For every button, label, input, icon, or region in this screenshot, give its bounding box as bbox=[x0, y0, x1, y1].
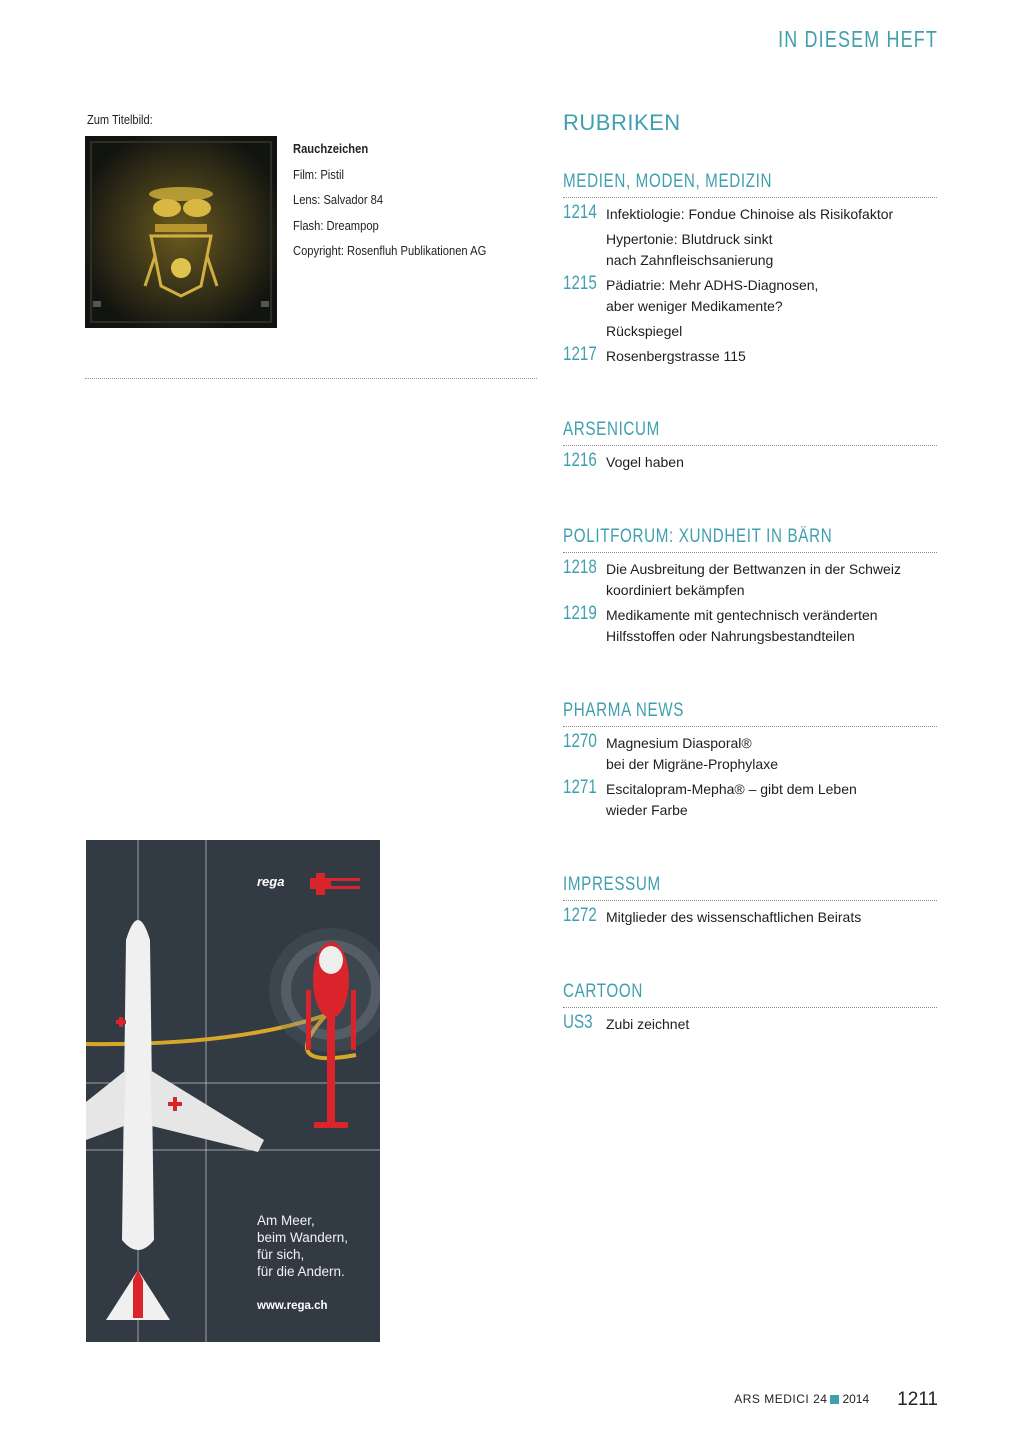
toc-entry[interactable] bbox=[563, 1014, 937, 1035]
page-number: 1218 bbox=[563, 557, 597, 578]
cover-label: Zum Titelbild: bbox=[87, 112, 153, 127]
section-title: ARSENICUM bbox=[563, 419, 660, 440]
cover-lens: Lens: Salvador 84 bbox=[293, 192, 384, 207]
tagline-line-1: Am Meer, bbox=[257, 1213, 315, 1228]
footer-page-number: 1211 bbox=[897, 1389, 938, 1410]
toc-section-pharma bbox=[563, 698, 937, 825]
entry-text: Escitalopram-Mepha® – gibt dem Leben bbox=[606, 781, 857, 797]
toc-section-impressum bbox=[563, 872, 937, 932]
square-bullet-icon bbox=[830, 1395, 839, 1404]
section-rule bbox=[563, 900, 937, 901]
rega-tagline bbox=[257, 1212, 348, 1280]
section-title: MEDIEN, MODEN, MEDIZIN bbox=[563, 171, 773, 192]
entry-text: Mitglieder des wissenschaftlichen Beirats bbox=[606, 909, 862, 925]
toc-section-arsenicum bbox=[563, 417, 937, 477]
entry-text: aber weniger Medikamente? bbox=[606, 298, 783, 314]
entry-text: Hilfsstoffen oder Nahrungsbestandteilen bbox=[606, 628, 855, 644]
entry-text: bei der Migräne-Prophylaxe bbox=[606, 756, 778, 772]
page-number: 1219 bbox=[563, 603, 597, 624]
page-footer bbox=[734, 1389, 938, 1411]
rega-advertisement bbox=[86, 840, 380, 1342]
page-number: 1272 bbox=[563, 905, 597, 926]
footer-journal: ARS MEDICI 24 bbox=[734, 1392, 828, 1406]
page-number: 1271 bbox=[563, 777, 597, 798]
entry-text: Pädiatrie: Mehr ADHS-Diagnosen, bbox=[606, 277, 819, 293]
toc-entry[interactable] bbox=[563, 605, 937, 647]
entry-text: Zubi zeichnet bbox=[606, 1016, 690, 1032]
rega-logo-text: rega bbox=[257, 874, 285, 889]
page-number: 1215 bbox=[563, 273, 597, 294]
toc-entry[interactable] bbox=[563, 204, 937, 225]
toc-entry[interactable] bbox=[563, 559, 937, 601]
cover-details bbox=[293, 136, 542, 264]
entry-text: nach Zahnfleischsanierung bbox=[606, 252, 774, 268]
toc-entry[interactable] bbox=[563, 452, 937, 473]
cover-image bbox=[85, 136, 277, 328]
footer-year: 2014 bbox=[842, 1392, 870, 1406]
toc-entry[interactable] bbox=[563, 321, 937, 342]
section-rule bbox=[563, 552, 937, 553]
toc-heading: RUBRIKEN bbox=[563, 110, 681, 135]
section-title: PHARMA NEWS bbox=[563, 700, 685, 721]
entry-text: Vogel haben bbox=[606, 454, 684, 470]
toc-section-politforum bbox=[563, 524, 937, 651]
toc-entry[interactable] bbox=[563, 346, 937, 367]
rega-cross-icon bbox=[310, 873, 360, 895]
entry-text: Medikamente mit gentechnisch veränderten bbox=[606, 607, 878, 623]
entry-text: wieder Farbe bbox=[606, 802, 688, 818]
toc-entry[interactable] bbox=[563, 907, 937, 928]
page-header-title: IN DIESEM HEFT bbox=[778, 26, 938, 52]
section-title: IMPRESSUM bbox=[563, 874, 661, 895]
tagline-line-4: für die Andern. bbox=[257, 1264, 345, 1279]
tagline-line-2: beim Wandern, bbox=[257, 1230, 349, 1245]
left-divider bbox=[85, 378, 537, 379]
entry-text: Rosenbergstrasse 115 bbox=[606, 348, 746, 364]
page-number: 1217 bbox=[563, 344, 597, 365]
entry-text: Magnesium Diasporal® bbox=[606, 735, 752, 751]
section-rule bbox=[563, 445, 937, 446]
toc-entry[interactable] bbox=[563, 779, 937, 821]
page-number: 1216 bbox=[563, 450, 597, 471]
entry-text: Hypertonie: Blutdruck sinkt bbox=[606, 231, 773, 247]
page-number: US3 bbox=[563, 1012, 593, 1033]
entry-text: Infektiologie: Fondue Chinoise als Risikofaktor bbox=[606, 206, 894, 222]
cover-flash: Flash: Dreampop bbox=[293, 217, 379, 233]
section-title: CARTOON bbox=[563, 981, 643, 1002]
toc-section-cartoon bbox=[563, 979, 937, 1039]
cover-film: Film: Pistil bbox=[293, 166, 344, 182]
section-rule bbox=[563, 726, 937, 727]
cover-copyright: Copyright: Rosenfluh Publikationen AG bbox=[293, 243, 487, 258]
toc-section-medien bbox=[563, 169, 937, 371]
page-number: 1214 bbox=[563, 202, 597, 223]
toc-entry[interactable] bbox=[563, 229, 937, 271]
section-rule bbox=[563, 197, 937, 198]
cover-art-icon bbox=[85, 136, 277, 328]
rega-url[interactable]: www.rega.ch bbox=[257, 1300, 328, 1312]
entry-text: Die Ausbreitung der Bettwanzen in der Schweiz bbox=[606, 561, 901, 577]
section-rule bbox=[563, 1007, 937, 1008]
entry-text: koordiniert bekämpfen bbox=[606, 582, 745, 598]
section-title: POLITFORUM: XUNDHEIT IN BÄRN bbox=[563, 526, 833, 547]
toc-entry[interactable] bbox=[563, 733, 937, 775]
cover-title: Rauchzeichen bbox=[293, 141, 369, 156]
entry-text: Rückspiegel bbox=[606, 323, 683, 339]
page-number: 1270 bbox=[563, 731, 597, 752]
tagline-line-3: für sich, bbox=[257, 1247, 305, 1262]
toc-entry[interactable] bbox=[563, 275, 937, 317]
